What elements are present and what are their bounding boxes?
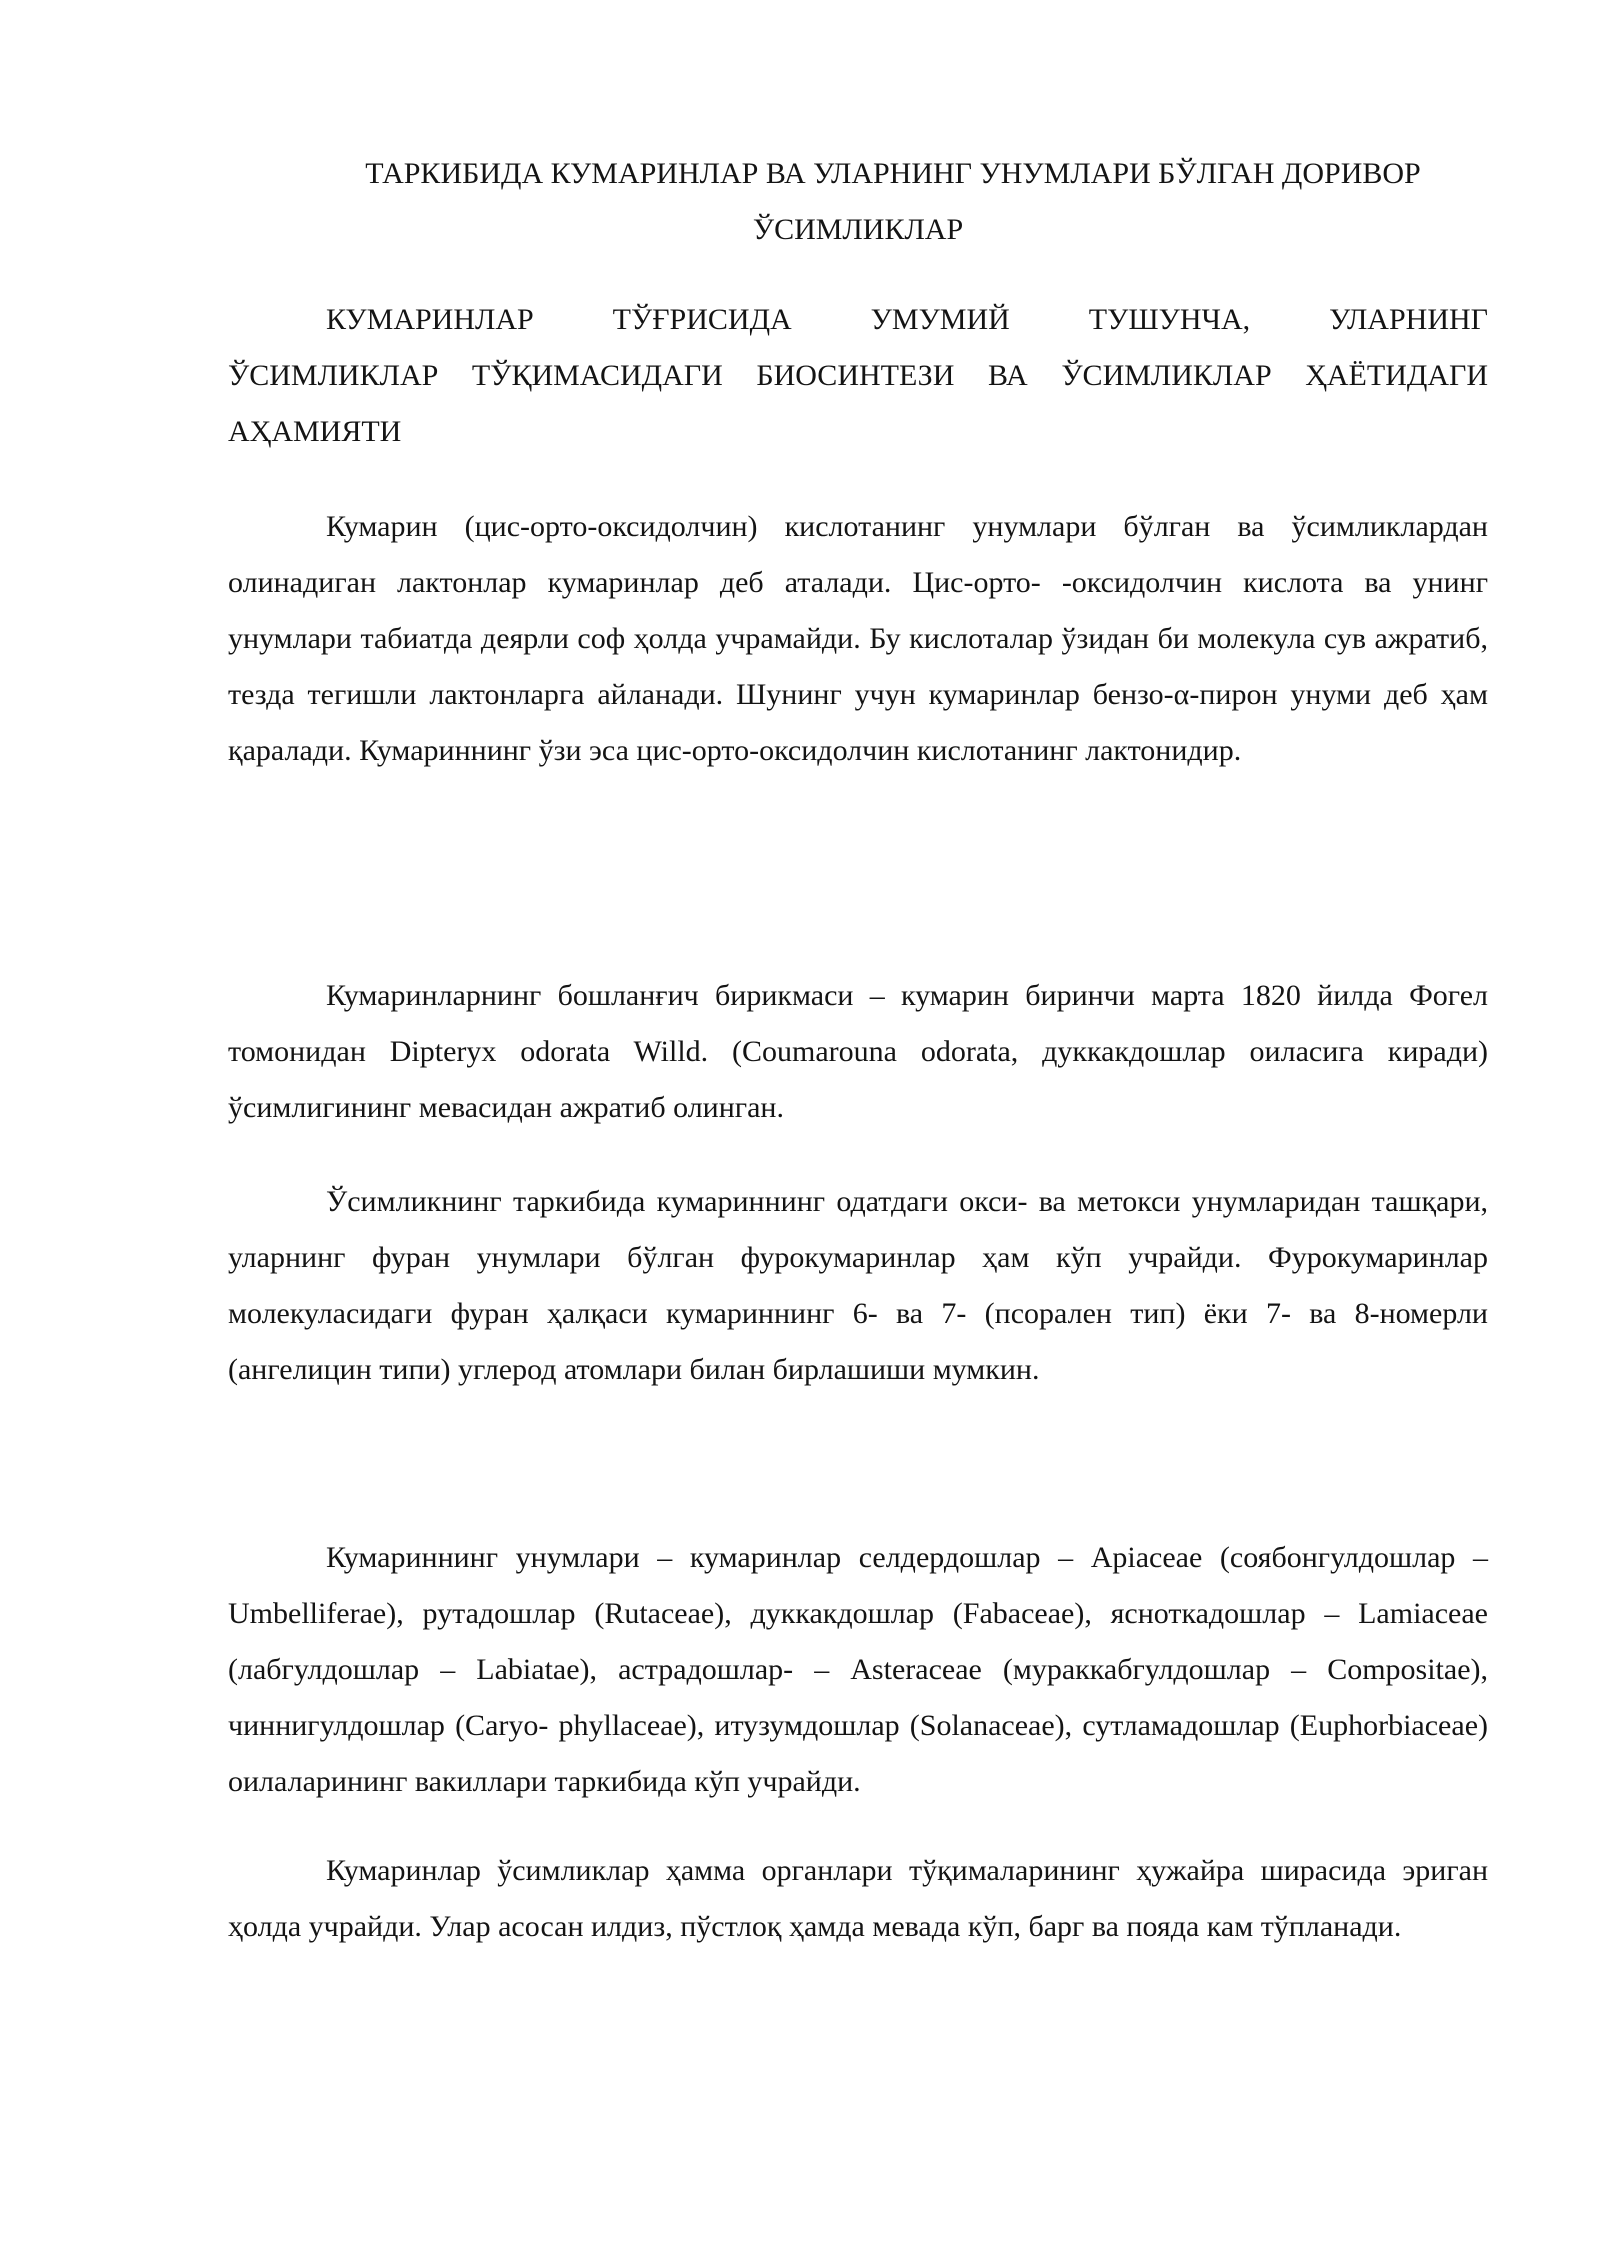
paragraph: Кумарин (цис-орто-оксидолчин) кислотанинг унумлари бўлган ва ўсимликлардан олинадиган лактонлар кумаринлар деб аталади. Цис-орто- -оксидолчин кислота ва унинг унумлари табиатда деярли соф ҳолда учрамайди. Бу кислоталар ўзидан би молекула сув ажратиб, тезда тегишли лактонларга айланади. Шунинг учун кумаринлар бензо-α-пирон унуми деб ҳам қаралади. Кумариннинг ўзи эса цис-орто-оксидолчин кислотанинг лактонидир. xyxy=(228,510,1488,767)
section-heading-line-1: КУМАРИНЛАР ТЎҒРИСИДА УМУМИЙ ТУШУНЧА, УЛАРНИНГ xyxy=(326,303,1488,336)
paragraph: Кумаринларнинг бошланғич бирикмаси – кумарин биринчи марта 1820 йилда Фогел томонидан Dipteryx odorata Willd. (Coumarouna odorata, дуккакдошлар оиласига киради) ўсимлигининг мевасидан ажратиб олинган. xyxy=(228,979,1488,1124)
paragraph: Ўсимликнинг таркибида кумариннинг одатдаги окси- ва метокси унумларидан ташқари, уларнинг фуран унумлари бўлган фурокумаринлар ҳам кўп учрайди. Фурокумаринлар молекуласидаги фуран ҳалқаси кумариннинг 6- ва 7- (псорален тип) ёки 7- ва 8-номерли (ангелицин типи) углерод атомлари билан бирлашиши мумкин. xyxy=(228,1185,1488,1386)
title-line-2: ЎСИМЛИКЛАР xyxy=(752,213,964,246)
title-line-1: ТАРКИБИДА КУМАРИНЛАР ВА УЛАРНИНГ УНУМЛАРИ БЎЛГАН ДОРИВОР xyxy=(365,157,1421,190)
paragraph: Кумариннинг унумлари – кумаринлар селдердошлар – Apiaceae (соябонгулдошлар – Umbelliferae), рутадошлар (Rutaceae), дуккакдошлар (Fabaceae), ясноткадошлар – Lamiaceae (лабгулдошлар – Labiatae), астрадошлар- – Asteraceae (мураккабгулдошлар – Compositae), чиннигулдошлар (Caryo- phyllaceae), итузумдошлар (Solanaceae), сутламадошлар (Euphorbiaceae) оилаларининг вакиллари таркибида кўп учрайди. xyxy=(228,1541,1488,1798)
section-heading-line-3: АҲАМИЯТИ xyxy=(228,415,402,448)
section-heading xyxy=(228,292,1488,460)
paragraph: Кумаринлар ўсимликлар ҳамма органлари тўқималарининг ҳужайра ширасида эриган ҳолда учрайди. Улар асосан илдиз, пўстлоқ ҳамда мевада кўп, барг ва пояда кам тўпланади. xyxy=(228,1854,1488,1943)
section-heading-line-2: ЎСИМЛИКЛАР ТЎҚИМАСИДАГИ БИОСИНТЕЗИ ВА ЎСИМЛИКЛАР ҲАЁТИДАГИ xyxy=(228,359,1488,392)
document-title xyxy=(228,146,1488,258)
